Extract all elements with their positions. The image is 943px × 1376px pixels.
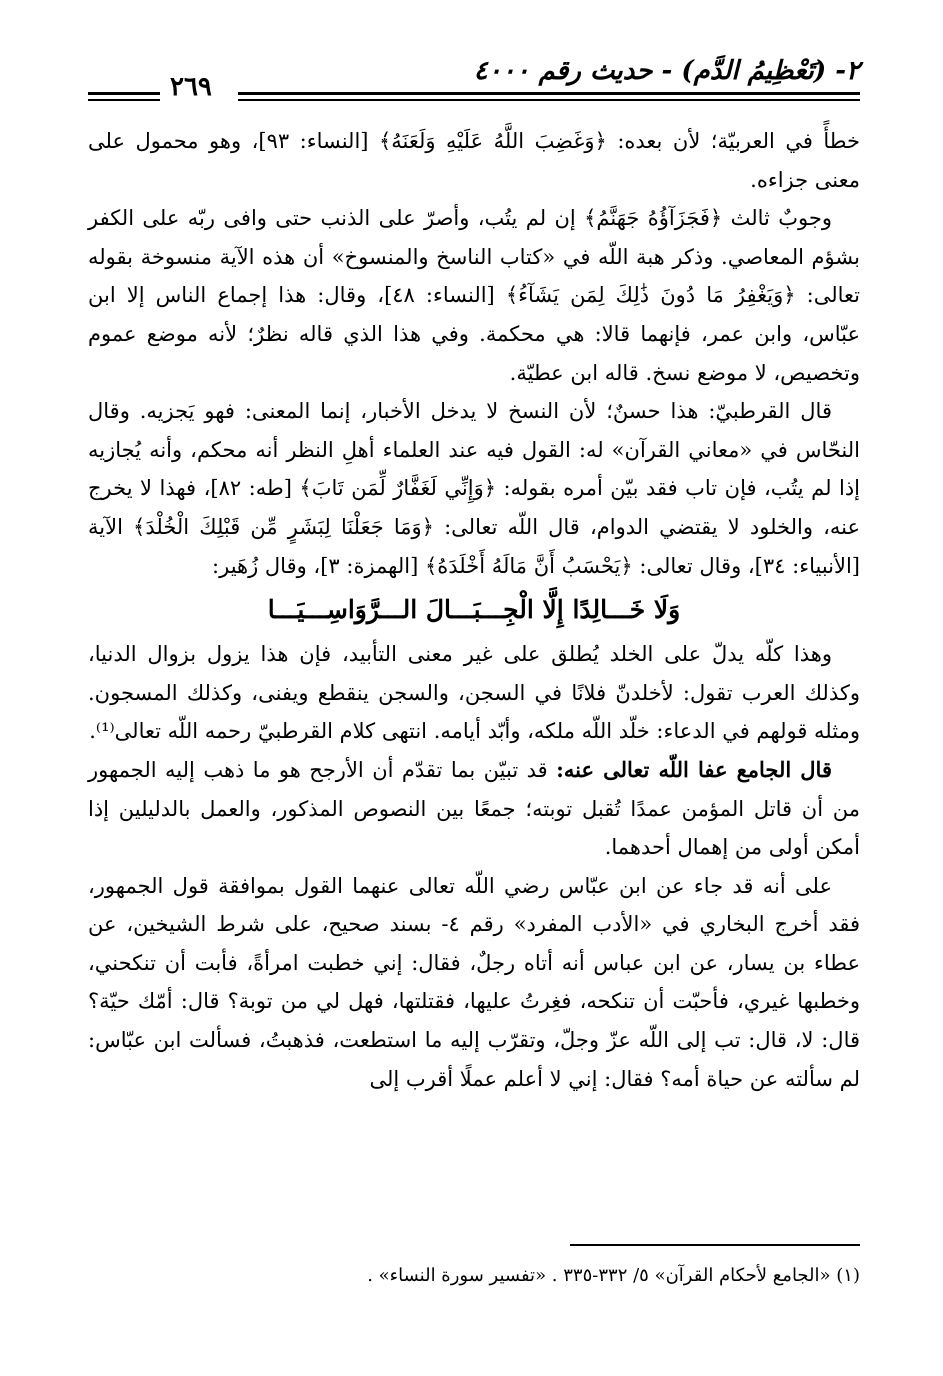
page-header [88, 50, 860, 106]
paragraph: على أنه قد جاء عن ابن عبّاس رضي اللّه تعالى عنهما القول بموافقة قول الجمهور، فقد أخرج البخاري في «الأدب المفرد» رقم ٤- بسند صحيح، على شرط الشيخين، عن عطاء بن يسار، عن ابن عباس أنه أتاه رجلٌ، فقال: إني خطبت امرأةً، فأبت أن تنكحني، وخطبها غيري، فأحبّت أن تنكحه، فغِرتُ عليها، فقتلتها، فهل لي من توبة؟ قال: أمّك حيّة؟ قال: لا، قال: تب إلى اللّه عزّ وجلّ، وتقرّب إليه ما استطعت، فذهبتُ، فسألت ابن عبّاس: لم سألته عن حياة أمه؟ فقال: إني لا أعلم عملًا أقرب إلى [88, 873, 861, 1091]
jami-paragraph [88, 751, 860, 867]
running-title: ٢- (تَعْظِيمُ الدَّم) - حديث رقم ٤٠٠٠ [473, 56, 860, 86]
jami-text: قد تبيّن بما تقدّم أن الأرجح هو ما ذهب إليه الجمهور من أن قاتل المؤمن عمدًا تُقبل توبته؛ جمعًا بين النصوص المذكور، والعمل بالدليلين إذا أمكن أولى من إهمال أحدهما. [88, 757, 860, 860]
header-rule [88, 92, 160, 95]
page-number: ٢٦٩ [170, 72, 212, 102]
paragraph: وجوبٌ ثالث ﴿فَجَزَآؤُهُ جَهَنَّمُ﴾ إن لم يتُب، وأصرّ على الذنب حتى وافى ربّه على الكفر بشؤم المعاصي. وذكر هبة اللّه في «كتاب الناسخ والمنسوخ» أن هذه الآية منسوخة بقوله تعالى: ﴿وَيَغْفِرُ مَا دُونَ ذَٰلِكَ لِمَن يَشَآءُ﴾ [النساء: ٤٨]، وقال: هذا إجماع الناس إلا ابن عبّاس، وابن عمر، فإنهما قالا: هي محكمة. وفي هذا الذي قاله نظرٌ؛ لأنه موضع عموم وتخصيص، لا موضع نسخ. قاله ابن عطيّة. [88, 206, 860, 385]
paragraph: قال القرطبيّ: هذا حسنٌ؛ لأن النسخ لا يدخل الأخبار، إنما المعنى: فهو يَجزيه. وقال النحّاس في «معاني القرآن» له: القول فيه عند العلماء أهلِ النظر أنه محكم، وأنه يُجازيه إذا لم يتُب، فإن تاب فقد بيّن أمره بقوله: ﴿وَإِنِّي لَغَفَّارٌ لِّمَن تَابَ﴾ [طه: ٨٢]، فهذا لا يخرج عنه، والخلود لا يقتضي الدوام، قال اللّه تعالى: ﴿وَمَا جَعَلْنَا لِبَشَرٍ مِّن قَبْلِكَ الْخُلْدَ﴾ الآية [الأنبياء: ٣٤]، وقال تعالى: ﴿يَحْسَبُ أَنَّ مَالَهُ أَخْلَدَهُ﴾ [الهمزة: ٣]، وقال زُهَير: [88, 399, 860, 578]
paragraph: وهذا كلّه يدلّ على الخلد يُطلق على غير معنى التأبيد، فإن هذا يزول بزوال الدنيا، وكذلك العرب تقول: لأخلدنّ فلانًا في السجن، والسجن ينقطع ويفنى، وكذلك المسجون. ومثله قولهم في الدعاء: خلّد اللّه ملكه، وأبّد أيامه. انتهى كلام القرطبيّ رحمه اللّه تعالى⁽¹⁾. [88, 642, 860, 744]
footnote: (١) «الجامع لأحكام القرآن» ٥/ ٣٣٢-٣٣٥ . «تفسير سورة النساء» . [367, 1265, 860, 1286]
header-rule [238, 99, 860, 101]
jami-lead: قال الجامع عفا اللّه تعالى عنه: [556, 756, 832, 782]
main-text [88, 122, 860, 1098]
poem-verse: وَلَا خَـــالِدًا إِلَّا الْجِـــبَـــالَ الـــرَّوَاسِـــيَـــا [267, 595, 681, 625]
paragraph: خطأً في العربيّة؛ لأن بعده: ﴿وَغَضِبَ اللَّهُ عَلَيْهِ وَلَعَنَهُ﴾ [النساء: ٩٣]، وهو محمول على معنى جزاءه. [88, 129, 861, 192]
footnote-rule [570, 1244, 860, 1246]
header-rule [238, 92, 860, 95]
header-rule [88, 99, 160, 101]
